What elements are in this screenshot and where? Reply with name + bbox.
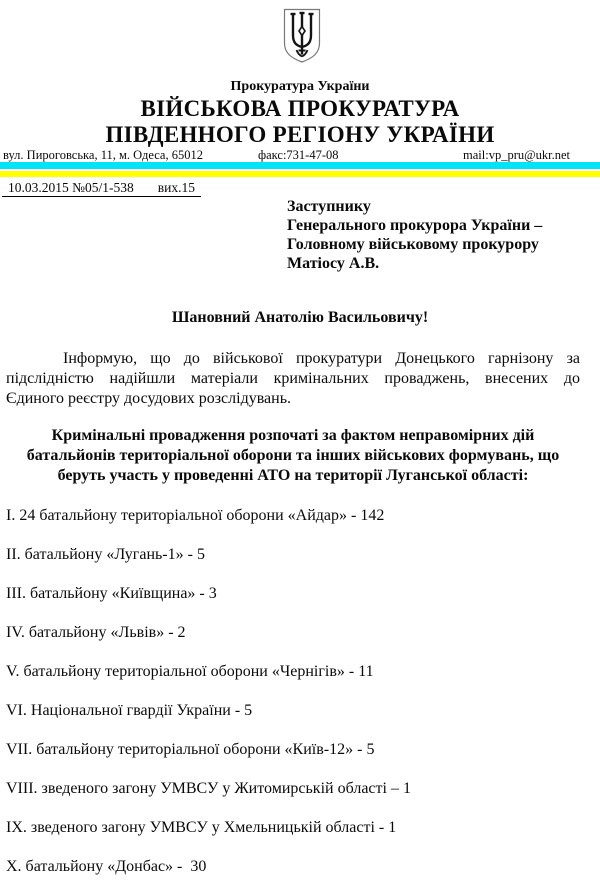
email-address: mail:vp_pru@ukr.net	[463, 148, 570, 162]
org-name-line2: ПІВДЕННОГО РЕГІОНУ УКРАЇНИ	[105, 122, 495, 147]
emphasis-line: беруть участь у проведенні АТО на території Луганської області:	[57, 467, 529, 484]
case-list-item: IX. зведеного загону УМВСУ у Хмельницькій області - 1	[6, 819, 397, 836]
case-list-item: X. батальйону «Донбас» - 30	[6, 858, 207, 875]
postal-address: вул. Пироговська, 11, м. Одеса, 65012	[3, 148, 203, 162]
emphasis-line: Кримінальні провадження розпочаті за фактом неправомірних дій	[51, 427, 535, 444]
case-list-item: IV. батальйону «Львів» - 2	[6, 624, 186, 641]
recipient-line: Матіосу А.В.	[287, 255, 380, 272]
recipient-line: Заступнику	[287, 198, 371, 215]
case-list-item: I. 24 батальйону територіальної оборони «Айдар» - 142	[6, 507, 385, 524]
intro-line: підслідністю надійшли матеріали кримінальних проваджень, внесених до	[6, 370, 580, 387]
reference-line	[2, 180, 201, 197]
case-list-item: II. батальйону «Лугань-1» - 5	[6, 546, 205, 563]
flag-bar-cyan-stripe	[0, 162, 600, 169]
org-name-block	[0, 96, 600, 148]
outgoing-mark: вих.15	[157, 180, 195, 195]
intro-line: Єдиного реєстру досудових розслідувань.	[6, 390, 292, 407]
recipient-line: Головному військовому прокурору	[287, 236, 539, 253]
ukraine-trident-emblem-icon	[282, 8, 322, 63]
emphasis-line: батальйонів територіальної оборони та інших військових формувань, що	[26, 447, 560, 464]
reference-number: 10.03.2015 №05/1-538	[8, 180, 134, 195]
emphasis-paragraph	[6, 426, 580, 486]
case-list-item: III. батальйону «Київщина» - 3	[6, 585, 217, 602]
case-list	[6, 506, 580, 881]
case-list-item: VIII. зведеного загону УМВСУ у Житомирській області – 1	[6, 780, 411, 797]
recipient-block	[287, 197, 542, 273]
intro-line: Інформую, що до військової прокуратури Донецького гарнізону за	[63, 350, 580, 367]
case-list-item: VI. Національної гвардії України - 5	[6, 702, 253, 719]
intro-paragraph	[6, 349, 580, 409]
case-list-item: VII. батальйону територіальної оборони «Київ-12» - 5	[6, 741, 375, 758]
org-name-line1: ВІЙСЬКОВА ПРОКУРАТУРА	[140, 96, 460, 121]
recipient-line: Генерального прокурора України –	[287, 217, 543, 234]
case-list-item: V. батальйону територіальної оборони «Чернігів» - 11	[6, 663, 374, 680]
flag-divider-bar	[0, 162, 600, 177]
org-name-small: Прокуратура України	[230, 79, 370, 94]
flag-bar-yellow-stripe	[0, 171, 600, 177]
salutation: Шановний Анатолію Васильовичу!	[171, 309, 429, 326]
fax-number: факс:731-47-08	[258, 148, 339, 162]
